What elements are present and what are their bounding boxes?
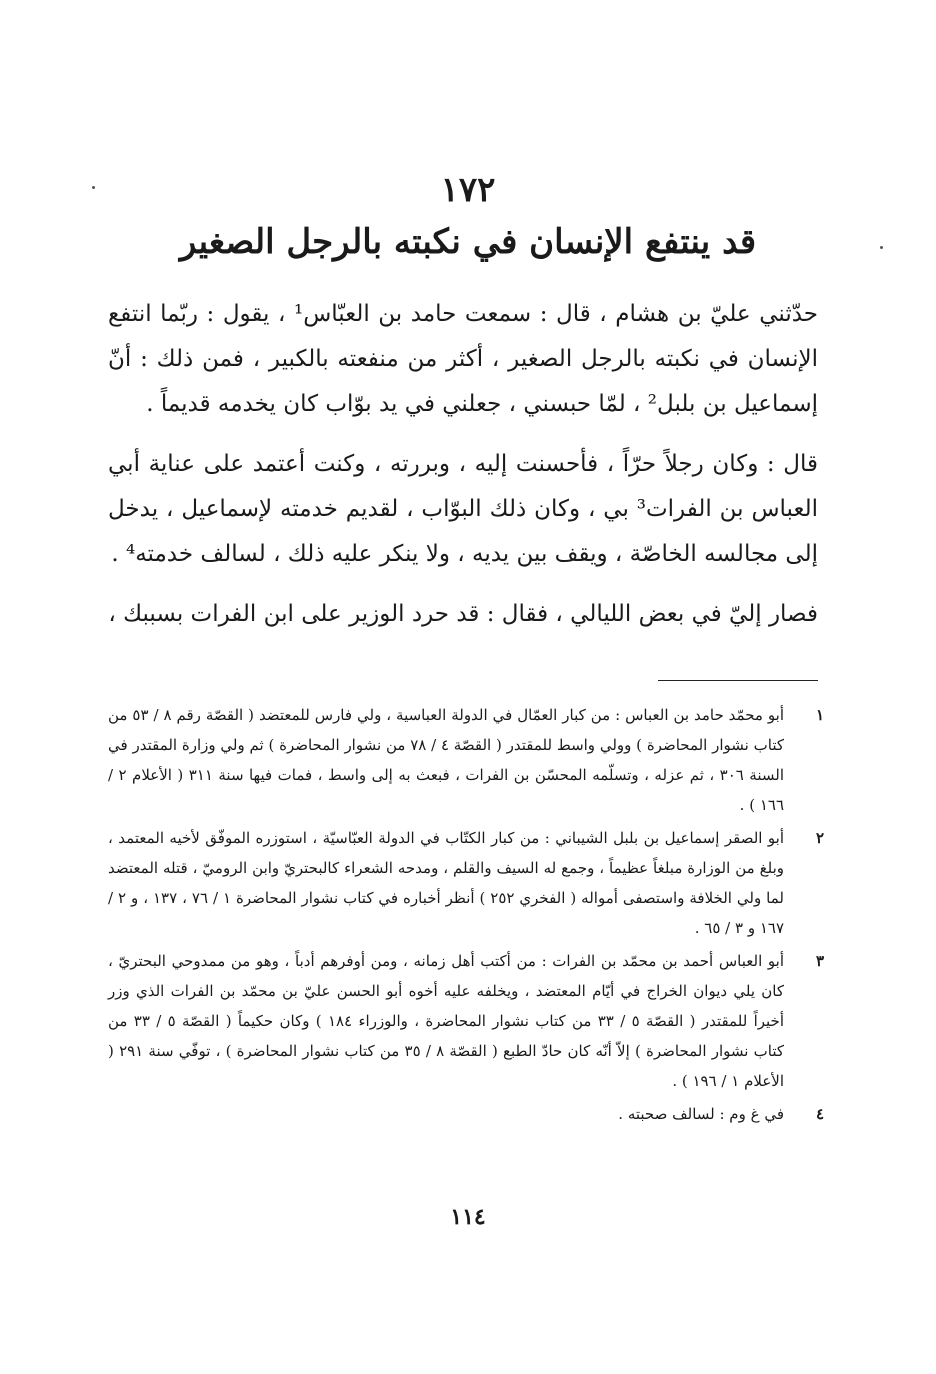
footnote-number: ١ [815, 706, 824, 724]
footnote-text: في غ وم : لسالف صحبته . [618, 1105, 784, 1123]
footnotes [108, 700, 824, 1132]
story-number: ١٧٢ [440, 170, 496, 210]
footnote-number: ٢ [815, 829, 824, 847]
footnote [108, 700, 824, 820]
page-number: ١١٤ [450, 1204, 486, 1230]
footnote-text: أبو محمّد حامد بن العباس : من كبار العمّال في الدولة العباسية ، ولي فارس للمعتضد ( القصّة رقم ٨ / ٥٣ من كتاب نشوار المحاضرة ) وولي واسط للمقتدر ( القصّة ٤ / ٧٨ من نشوار المحاضرة ) ثم ولي وزارة المقتدر في السنة ٣٠٦ ، ثم عزله ، وتسلّمه المحسّن بن الفرات ، فبعث به إلى واسط ، فمات فيها سنة ٣١١ ( الأعلام ٢ / ١٦٦ ) . [108, 706, 785, 814]
footnote [108, 946, 824, 1096]
footnote-separator [658, 680, 818, 681]
body-text [108, 292, 818, 652]
body-paragraph: قال : وكان رجلاً حرّاً ، فأحسنت إليه ، وبررته ، وكنت أعتمد على عناية أبي العباس بن الفرات³ بي ، وكان ذلك البوّاب ، لقديم خدمته لإسماعيل ، يدخل إلى مجالسه الخاصّة ، ويقف بين يديه ، ولا ينكر عليه ذلك ، لسالف خدمته⁴ . [108, 451, 818, 567]
footnote-number: ٣ [815, 952, 824, 970]
body-paragraph: حدّثني عليّ بن هشام ، قال : سمعت حامد بن العبّاس¹ ، يقول : ربّما انتفع الإنسان في نكبته بالرجل الصغير ، أكثر من منفعته بالكبير ، فمن ذلك : أنّ إسماعيل بن بلبل² ، لمّا حبسني ، جعلني في يد بوّاب كان يخدمه قديماً . [108, 301, 819, 417]
footnote [108, 1099, 824, 1129]
footnote-text: أبو العباس أحمد بن محمّد بن الفرات : من أكتب أهل زمانه ، ومن أوفرهم أدباً ، وهو من ممدوحي البحتريّ ، كان يلي ديوان الخراج في أيّام المعتضد ، ويخلفه عليه أخوه أبو الحسن عليّ بن محمّد بن الفرات الذي وزر أخيراً للمقتدر ( القصّة ٥ / ٣٣ من كتاب نشوار المحاضرة ، والوزراء ١٨٤ ) وكان حكيماً ( القصّة ٥ / ٣٣ من كتاب نشوار المحاضرة ) إلاّ أنّه كان حادّ الطبع ( القصّة ٨ / ٣٥ من كتاب نشوار المحاضرة ) ، توفّي سنة ٢٩١ ( الأعلام ١ / ١٩٦ ) . [108, 952, 785, 1090]
footnote [108, 823, 824, 943]
story-title: قد ينتفع الإنسان في نكبته بالرجل الصغير [179, 222, 757, 262]
footnote-number: ٤ [815, 1105, 824, 1123]
body-paragraph: فصار إليّ في بعض الليالي ، فقال : قد حرد الوزير على ابن الفرات بسببك ، [108, 601, 818, 627]
footnote-text: أبو الصقر إسماعيل بن بلبل الشيباني : من كبار الكتّاب في الدولة العبّاسيّة ، استوزره الموفّق لأخيه المعتمد ، وبلغ من الوزارة مبلغاً عظيماً ، وجمع له السيف والقلم ، ومدحه الشعراء كالبحتريّ وابن الروميّ ، قتله المعتضد لما ولي الخلافة واستصفى أمواله ( الفخري ٢٥٢ ) أنظر أخباره في كتاب نشوار المحاضرة ١ / ٧٦ ، ١٣٧ ، و ٢ / ١٦٧ و ٣ / ٦٥ . [108, 829, 784, 937]
